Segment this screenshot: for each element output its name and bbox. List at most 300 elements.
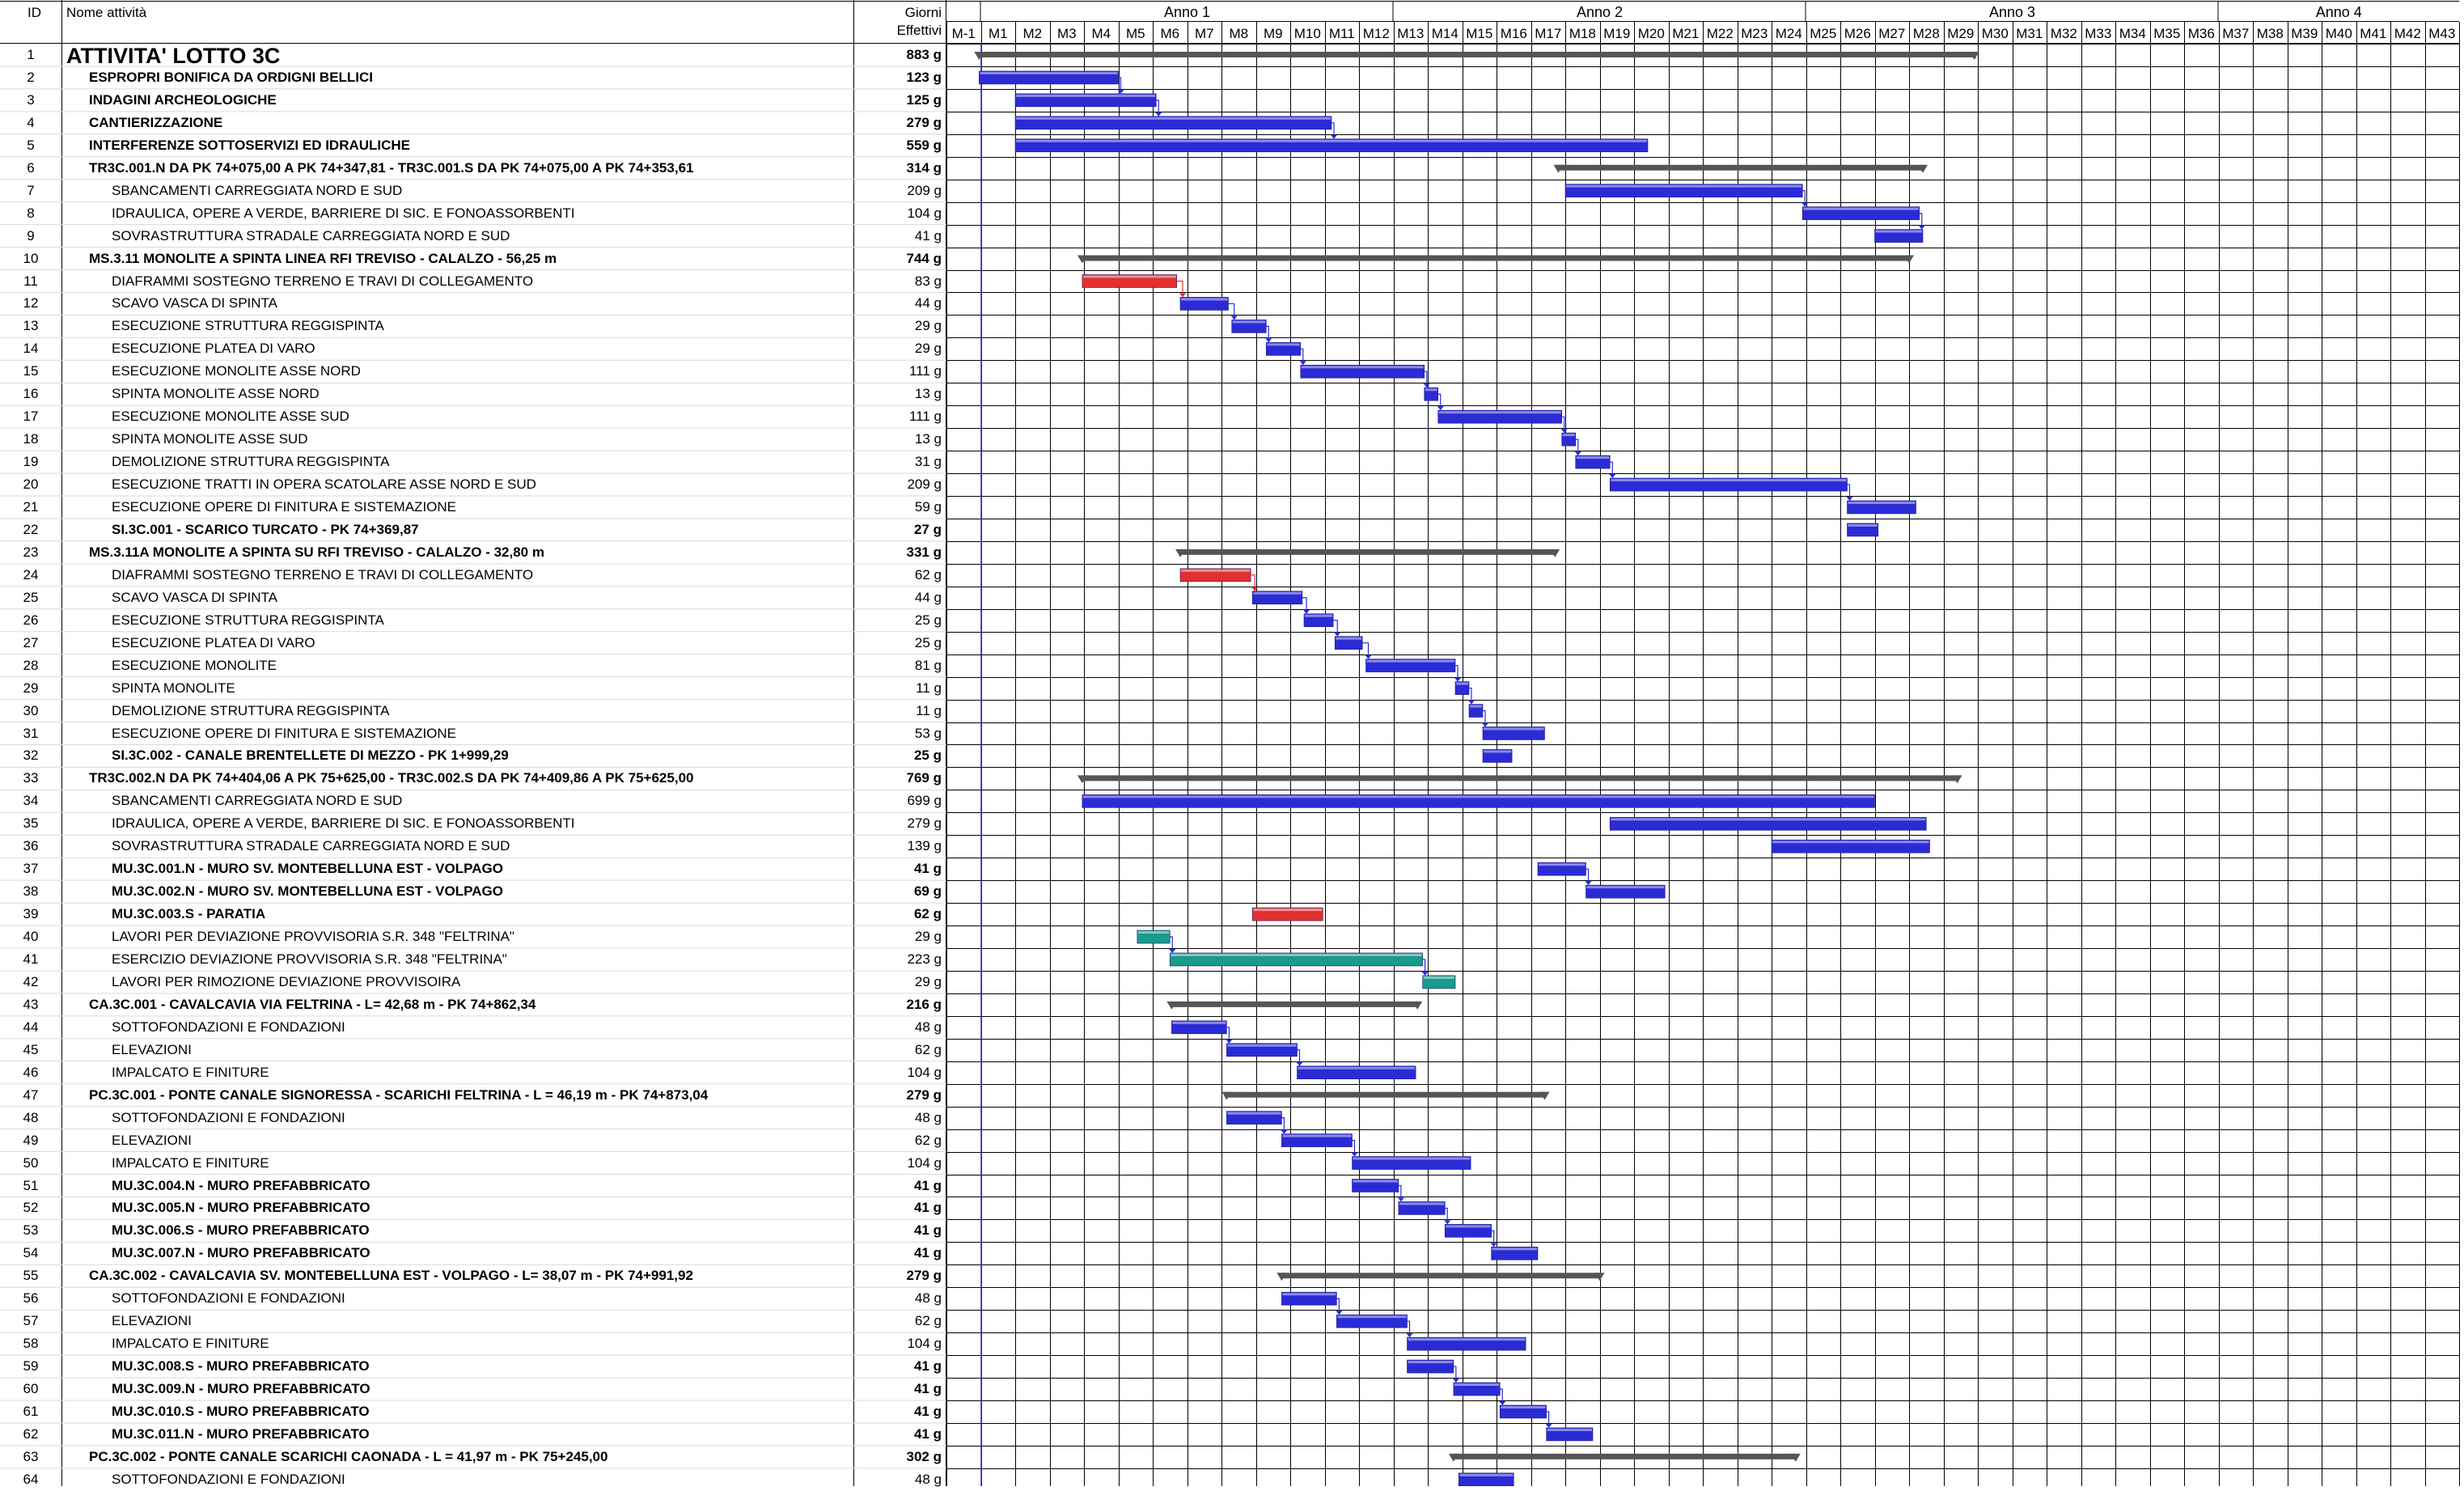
task-id: 16 (23, 386, 39, 402)
dependency-arrow (1407, 1333, 1413, 1337)
task-id: 13 (23, 318, 39, 334)
task-name: INDAGINI ARCHEOLOGICHE (89, 91, 277, 108)
task-id: 34 (23, 793, 39, 809)
month-label: M40 (2325, 26, 2352, 41)
task-duration: 111 g (908, 363, 942, 379)
task-name: DIAFRAMMI SOSTEGNO TERRENO E TRAVI DI COLLEGAMENTO (112, 273, 534, 289)
task-id: 53 (23, 1222, 39, 1239)
dependency-arrow (1437, 406, 1444, 410)
task-duration: 883 g (906, 47, 942, 62)
task-duration: 279 g (906, 1086, 942, 1103)
dependency-arrow (1424, 383, 1430, 388)
task-bar-highlight (1470, 705, 1482, 708)
task-name: SOVRASTRUTTURA STRADALE CARREGGIATA NORD E SUD (112, 227, 510, 244)
task-id: 12 (23, 295, 39, 311)
task-duration: 62 g (914, 566, 942, 582)
task-id: 42 (23, 973, 39, 989)
task-bar-highlight (1253, 909, 1322, 911)
task-bar-highlight (1016, 117, 1331, 120)
task-name: CA.3C.002 - CAVALCAVIA SV. MONTEBELLUNA EST - VOLPAGO - L= 38,07 m - PK 74+991,92 (89, 1268, 693, 1284)
header-duration-line2: Effettivi (896, 23, 942, 38)
task-bar-highlight (1492, 1247, 1537, 1250)
task-name: IMPALCATO E FINITURE (112, 1336, 269, 1352)
task-duration: 216 g (906, 996, 942, 1012)
task-id: 22 (23, 521, 39, 537)
month-label: M26 (1844, 26, 1871, 41)
dependency-arrow (1609, 474, 1615, 478)
dependency-arrow (1499, 1401, 1505, 1405)
task-id: 11 (23, 273, 38, 289)
month-grid (947, 22, 2460, 1486)
task-duration: 41 g (913, 1245, 942, 1261)
task-duration: 29 g (914, 341, 942, 357)
task-name: ESECUZIONE STRUTTURA REGGISPINTA (112, 318, 384, 334)
task-duration: 41 g (913, 1358, 942, 1375)
task-name: IMPALCATO E FINITURE (112, 1064, 269, 1080)
dependency-arrow (1847, 497, 1853, 501)
task-name: ELEVAZIONI (112, 1313, 192, 1329)
dependency-arrow (1546, 1424, 1552, 1428)
task-name: MU.3C.007.N - MURO PREFABBRICATO (112, 1245, 370, 1261)
task-name: DEMOLIZIONE STRUTTURA REGGISPINTA (112, 702, 390, 718)
task-bar-highlight (1083, 795, 1874, 798)
month-label: M10 (1293, 26, 1321, 41)
dependency-arrow (1352, 1153, 1358, 1157)
year-label: Anno 4 (2315, 4, 2362, 20)
month-label: M37 (2222, 26, 2250, 41)
task-duration: 62 g (913, 906, 942, 922)
task-name: SOTTOFONDAZIONI E FONDAZIONI (112, 1019, 345, 1035)
month-label: M9 (1263, 26, 1283, 41)
task-name: SBANCAMENTI CARREGGIATA NORD E SUD (112, 793, 403, 809)
task-bar-highlight (1227, 1044, 1296, 1047)
task-name: MU.3C.010.S - MURO PREFABBRICATO (112, 1404, 370, 1419)
task-name: PC.3C.002 - PONTE CANALE SCARICHI CAONADA - L = 41,97 m - PK 75+245,00 (89, 1448, 608, 1464)
header-duration-line1: Giorni (904, 5, 942, 20)
task-id: 3 (27, 91, 35, 108)
month-label: M14 (1431, 26, 1459, 41)
task-name: LAVORI PER RIMOZIONE DEVIAZIONE PROVVISOIRA (112, 973, 461, 989)
task-name: MU.3C.002.N - MURO SV. MONTEBELLUNA EST - VOLPAGO (112, 883, 503, 900)
dependency-arrow (1444, 1220, 1450, 1224)
task-name: MU.3C.005.N - MURO PREFABBRICATO (112, 1200, 370, 1216)
task-id: 57 (23, 1313, 39, 1329)
task-id: 50 (23, 1154, 39, 1171)
task-id: 47 (23, 1086, 39, 1103)
task-bar-highlight (1424, 976, 1454, 979)
dependency-arrow (1365, 655, 1372, 659)
task-duration: 29 g (914, 318, 942, 334)
task-name: LAVORI PER DEVIAZIONE PROVVISORIA S.R. 348 "FELTRINA" (112, 929, 514, 945)
month-label: M21 (1672, 26, 1700, 41)
task-duration: 13 g (914, 386, 942, 402)
task-id: 14 (23, 341, 39, 357)
task-name: ELEVAZIONI (112, 1132, 192, 1148)
task-id: 37 (23, 861, 39, 877)
month-label: M8 (1229, 26, 1249, 41)
task-duration: 81 g (914, 657, 942, 673)
task-id: 62 (23, 1425, 39, 1442)
task-id: 21 (23, 499, 39, 515)
month-label: M22 (1706, 26, 1734, 41)
dependency-arrow (1281, 1130, 1287, 1134)
dependency-arrow (1482, 722, 1488, 726)
summary-bar[interactable] (1082, 256, 1909, 261)
bars (974, 52, 1979, 1486)
task-bar-highlight (1539, 863, 1586, 866)
task-id: 39 (23, 906, 39, 922)
task-id: 44 (23, 1019, 39, 1035)
task-duration: 744 g (906, 250, 942, 266)
task-id: 59 (23, 1358, 39, 1375)
dependency-arrow (1491, 1243, 1497, 1247)
dependency-arrow (1454, 678, 1461, 682)
month-label: M7 (1194, 26, 1214, 41)
month-label: M31 (2016, 26, 2043, 41)
month-label: M43 (2428, 26, 2456, 41)
month-label: M30 (1981, 26, 2009, 41)
task-duration: 29 g (914, 929, 942, 945)
task-id: 20 (23, 477, 39, 493)
dependency-arrow (1422, 972, 1429, 976)
month-label: M41 (2360, 26, 2387, 41)
task-name: ESERCIZIO DEVIAZIONE PROVVISORIA S.R. 348 "FELTRINA" (112, 951, 507, 967)
task-duration: 104 g (907, 1064, 942, 1080)
task-id: 26 (23, 612, 39, 628)
task-duration: 302 g (906, 1448, 942, 1464)
task-bar-highlight (1484, 727, 1544, 730)
task-name: MU.3C.004.N - MURO PREFABBRICATO (112, 1177, 370, 1193)
task-name: SCAVO VASCA DI SPINTA (112, 295, 277, 311)
task-bar-highlight (1577, 456, 1610, 459)
task-bar-highlight (1298, 1067, 1416, 1070)
task-name: IMPALCATO E FINITURE (112, 1154, 269, 1171)
task-duration: 83 g (914, 273, 942, 289)
task-name: SBANCAMENTI CARREGGIATA NORD E SUD (112, 182, 403, 198)
month-label: M3 (1056, 26, 1077, 41)
month-label: M6 (1160, 26, 1180, 41)
year-label: Anno 3 (1988, 4, 2036, 20)
summary-bar[interactable] (1454, 1454, 1796, 1459)
dependency-arrow (1300, 361, 1306, 365)
summary-bar[interactable] (1171, 1002, 1417, 1007)
task-id: 5 (27, 137, 35, 153)
month-label: M4 (1091, 26, 1111, 41)
month-label: M35 (2153, 26, 2181, 41)
task-duration: 41 g (913, 1425, 942, 1442)
task-name: CANTIERIZZAZIONE (89, 114, 223, 130)
task-duration: 41 g (913, 1200, 942, 1216)
task-id: 23 (23, 544, 39, 560)
month-label: M23 (1741, 26, 1768, 41)
task-id: 15 (23, 363, 39, 379)
month-label: M36 (2187, 26, 2215, 41)
task-id: 2 (27, 69, 35, 85)
task-name: ESECUZIONE TRATTI IN OPERA SCATOLARE ASSE NORD E SUD (112, 477, 536, 493)
task-name: MU.3C.011.N - MURO PREFABBRICATO (112, 1425, 370, 1442)
task-id: 24 (23, 566, 39, 582)
dependency-links (1118, 78, 1925, 1428)
task-name: PC.3C.001 - PONTE CANALE SIGNORESSA - SCARICHI FELTRINA - L = 46,19 m - PK 74+873,04 (89, 1086, 709, 1103)
task-bar-highlight (1803, 208, 1919, 210)
task-duration: 104 g (907, 1154, 942, 1171)
task-duration: 44 g (914, 589, 942, 605)
task-duration: 139 g (907, 838, 942, 854)
task-name: SPINTA MONOLITE (112, 680, 235, 696)
task-id: 19 (23, 454, 39, 470)
task-name: MU.3C.001.N - MURO SV. MONTEBELLUNA EST - VOLPAGO (112, 861, 503, 877)
month-label: M2 (1022, 26, 1043, 41)
task-id: 4 (27, 114, 35, 130)
task-name: MU.3C.003.S - PARATIA (112, 906, 266, 922)
task-id: 48 (23, 1109, 39, 1125)
dependency-arrow (1919, 226, 1925, 230)
task-duration: 11 g (916, 702, 942, 718)
task-duration: 48 g (914, 1109, 942, 1125)
task-id: 18 (23, 431, 39, 447)
task-duration: 48 g (914, 1019, 942, 1035)
task-id: 32 (23, 748, 39, 764)
task-name: ATTIVITA' LOTTO 3C (66, 44, 281, 68)
task-duration: 699 g (907, 793, 942, 809)
task-name: CA.3C.001 - CAVALCAVIA VIA FELTRINA - L= 42,68 m - PK 74+862,34 (89, 996, 536, 1012)
task-id: 63 (23, 1448, 39, 1464)
month-label: M16 (1500, 26, 1527, 41)
task-id: 60 (23, 1381, 39, 1397)
task-duration: 331 g (906, 544, 942, 560)
task-duration: 59 g (914, 499, 942, 515)
task-bar-highlight (1181, 570, 1250, 572)
task-duration: 41 g (914, 227, 942, 244)
task-duration: 25 g (913, 748, 942, 764)
year-label: Anno 1 (1163, 4, 1211, 20)
task-bar-highlight (1848, 524, 1878, 527)
month-label: M11 (1328, 26, 1355, 41)
task-bar-highlight (1353, 1180, 1398, 1182)
task-name: ESECUZIONE PLATEA DI VARO (112, 341, 315, 357)
task-name: SCAVO VASCA DI SPINTA (112, 589, 277, 605)
task-duration: 769 g (906, 770, 942, 786)
dependency-arrow (1801, 203, 1808, 207)
task-duration: 48 g (914, 1290, 942, 1307)
task-bar-highlight (1253, 592, 1302, 595)
task-id: 56 (23, 1290, 39, 1307)
task-duration: 44 g (914, 295, 942, 311)
month-label: M38 (2256, 26, 2284, 41)
task-id: 58 (23, 1336, 39, 1352)
task-bar-highlight (1282, 1293, 1336, 1295)
task-duration: 69 g (913, 883, 942, 900)
month-label: M25 (1810, 26, 1837, 41)
task-bar-highlight (1181, 298, 1228, 300)
task-id: 46 (23, 1064, 39, 1080)
dependency-arrow (1118, 90, 1124, 94)
dependency-arrow (1453, 1379, 1459, 1383)
task-duration: 53 g (914, 725, 942, 741)
task-duration: 25 g (914, 612, 942, 628)
task-duration: 31 g (914, 454, 942, 470)
task-duration: 104 g (907, 1336, 942, 1352)
dependency-arrow (1336, 1311, 1342, 1315)
month-label: M28 (1912, 26, 1940, 41)
task-duration: 27 g (913, 521, 942, 537)
task-bar-highlight (1336, 637, 1361, 640)
task-id: 30 (23, 702, 39, 718)
task-bar-highlight (1501, 1406, 1545, 1408)
task-bar-highlight (1172, 1022, 1226, 1024)
task-name: ESECUZIONE MONOLITE ASSE SUD (112, 409, 349, 425)
task-id: 41 (23, 951, 39, 967)
task-bar-highlight (1171, 954, 1421, 956)
header-name: Nome attività (66, 5, 147, 20)
task-name: SPINTA MONOLITE ASSE NORD (112, 386, 320, 402)
task-duration: 29 g (914, 973, 942, 989)
task-bar-highlight (1353, 1158, 1471, 1160)
task-bar-highlight (1367, 660, 1455, 663)
month-label: M13 (1397, 26, 1425, 41)
dependency-arrow (1226, 1040, 1232, 1044)
month-label: M42 (2394, 26, 2421, 41)
dependency-arrow (1398, 1197, 1404, 1201)
task-name: MU.3C.008.S - MURO PREFABBRICATO (112, 1358, 370, 1375)
task-id: 29 (23, 680, 39, 696)
task-id: 33 (23, 770, 39, 786)
task-id: 28 (23, 657, 39, 673)
task-name: SPINTA MONOLITE ASSE SUD (112, 431, 308, 447)
dependency-arrow (1169, 949, 1175, 953)
dependency-arrow (1331, 135, 1337, 139)
month-label: M5 (1125, 26, 1145, 41)
dependency-arrow (1231, 316, 1238, 320)
month-label: M15 (1466, 26, 1493, 41)
task-bar-highlight (1425, 388, 1437, 391)
task-bar-highlight (1016, 140, 1647, 142)
task-id: 40 (23, 929, 39, 945)
summary-bar[interactable] (1281, 1273, 1599, 1278)
month-label: M29 (1947, 26, 1975, 41)
task-duration: 62 g (914, 1313, 942, 1329)
task-name: ESECUZIONE PLATEA DI VARO (112, 634, 315, 650)
dependency-arrow (1575, 451, 1581, 455)
task-name: IDRAULICA, OPERE A VERDE, BARRIERE DI SIC. E FONOASSORBENTI (112, 815, 575, 832)
task-name: IDRAULICA, OPERE A VERDE, BARRIERE DI SIC. E FONOASSORBENTI (112, 205, 575, 221)
task-duration: 223 g (907, 951, 942, 967)
task-id: 45 (23, 1041, 39, 1057)
month-label: M34 (2119, 26, 2146, 41)
task-name: SOVRASTRUTTURA STRADALE CARREGGIATA NORD E SUD (112, 838, 510, 854)
month-label: M18 (1569, 26, 1596, 41)
month-label: M32 (2050, 26, 2077, 41)
task-name: ESECUZIONE MONOLITE ASSE NORD (112, 363, 361, 379)
task-name: MS.3.11A MONOLITE A SPINTA SU RFI TREVISO - CALALZO - 32,80 m (89, 544, 544, 560)
summary-bar[interactable] (1226, 1092, 1544, 1098)
task-name: SI.3C.001 - SCARICO TURCATO - PK 74+369,87 (112, 521, 419, 537)
task-bar-highlight (1267, 343, 1300, 345)
task-duration: 41 g (913, 1177, 942, 1193)
task-id: 43 (23, 996, 39, 1012)
task-bar-highlight (1408, 1338, 1526, 1341)
month-label: M33 (2085, 26, 2112, 41)
task-bar-highlight (1408, 1361, 1453, 1363)
task-id: 8 (27, 205, 35, 221)
task-id: 36 (23, 838, 39, 854)
task-bar-highlight (1566, 185, 1801, 188)
month-label: M-1 (951, 26, 976, 41)
task-id: 38 (23, 883, 39, 900)
month-label: M17 (1535, 26, 1562, 41)
task-name: DEMOLIZIONE STRUTTURA REGGISPINTA (112, 454, 390, 470)
task-bar-highlight (1876, 231, 1923, 233)
task-name: SI.3C.002 - CANALE BRENTELLETE DI MEZZO - PK 1+999,29 (112, 748, 509, 764)
task-duration: 41 g (913, 861, 942, 877)
task-bar-highlight (1563, 434, 1575, 436)
task-duration: 314 g (906, 159, 942, 176)
dependency-arrow (1179, 293, 1186, 297)
task-bar-highlight (1611, 818, 1925, 820)
task-name: TR3C.001.N DA PK 74+075,00 A PK 74+347,81 - TR3C.001.S DA PK 74+075,00 A PK 74+353,61 (89, 159, 694, 176)
summary-bar[interactable] (979, 52, 1974, 57)
header-id: ID (28, 5, 41, 20)
dependency-arrow (1303, 610, 1310, 614)
task-duration: 279 g (906, 1268, 942, 1284)
task-duration: 41 g (913, 1404, 942, 1419)
task-name: MS.3.11 MONOLITE A SPINTA LINEA RFI TREVISO - CALALZO - 56,25 m (89, 250, 557, 266)
task-duration: 125 g (906, 91, 942, 108)
task-bar-highlight (1484, 750, 1511, 752)
task-bar-highlight (1547, 1429, 1592, 1431)
task-name: DIAFRAMMI SOSTEGNO TERRENO E TRAVI DI COLLEGAMENTO (112, 566, 534, 582)
dependency-arrow (1265, 338, 1272, 342)
task-name: INTERFERENZE SOTTOSERVIZI ED IDRAULICHE (89, 137, 411, 153)
task-duration: 41 g (913, 1222, 942, 1239)
task-duration: 62 g (914, 1132, 942, 1148)
task-duration: 209 g (907, 182, 942, 198)
task-name: ESECUZIONE OPERE DI FINITURA E SISTEMAZIONE (112, 725, 457, 741)
dependency-arrow (1251, 587, 1258, 591)
month-label: M20 (1637, 26, 1665, 41)
month-label: M19 (1603, 26, 1631, 41)
month-label: M12 (1362, 26, 1390, 41)
task-duration: 48 g (914, 1471, 942, 1487)
task-name: ESECUZIONE MONOLITE (112, 657, 277, 673)
task-bar-highlight (1456, 683, 1468, 685)
summary-bar[interactable] (1559, 165, 1924, 171)
dependency-arrow (1297, 1062, 1303, 1066)
summary-bar[interactable] (1180, 549, 1555, 555)
task-duration: 13 g (914, 431, 942, 447)
month-label: M1 (988, 26, 1008, 41)
task-duration: 279 g (907, 815, 942, 832)
task-id: 51 (23, 1177, 39, 1193)
task-bar-highlight (1399, 1202, 1444, 1205)
task-duration: 11 g (916, 680, 942, 696)
task-id: 52 (23, 1200, 39, 1216)
task-id: 6 (27, 159, 35, 176)
month-label: M24 (1775, 26, 1802, 41)
year-label: Anno 2 (1576, 4, 1624, 20)
summary-bar[interactable] (1082, 775, 1958, 781)
task-bar-highlight (1611, 479, 1846, 481)
task-duration: 25 g (914, 634, 942, 650)
task-name: SOTTOFONDAZIONI E FONDAZIONI (112, 1290, 345, 1307)
task-id: 17 (23, 409, 39, 425)
task-bar-highlight (1454, 1383, 1499, 1386)
task-id: 9 (27, 227, 35, 244)
task-duration: 41 g (913, 1381, 942, 1397)
task-name: SOTTOFONDAZIONI E FONDAZIONI (112, 1109, 345, 1125)
task-bar-highlight (1302, 366, 1424, 368)
task-bar-highlight (1305, 615, 1332, 617)
